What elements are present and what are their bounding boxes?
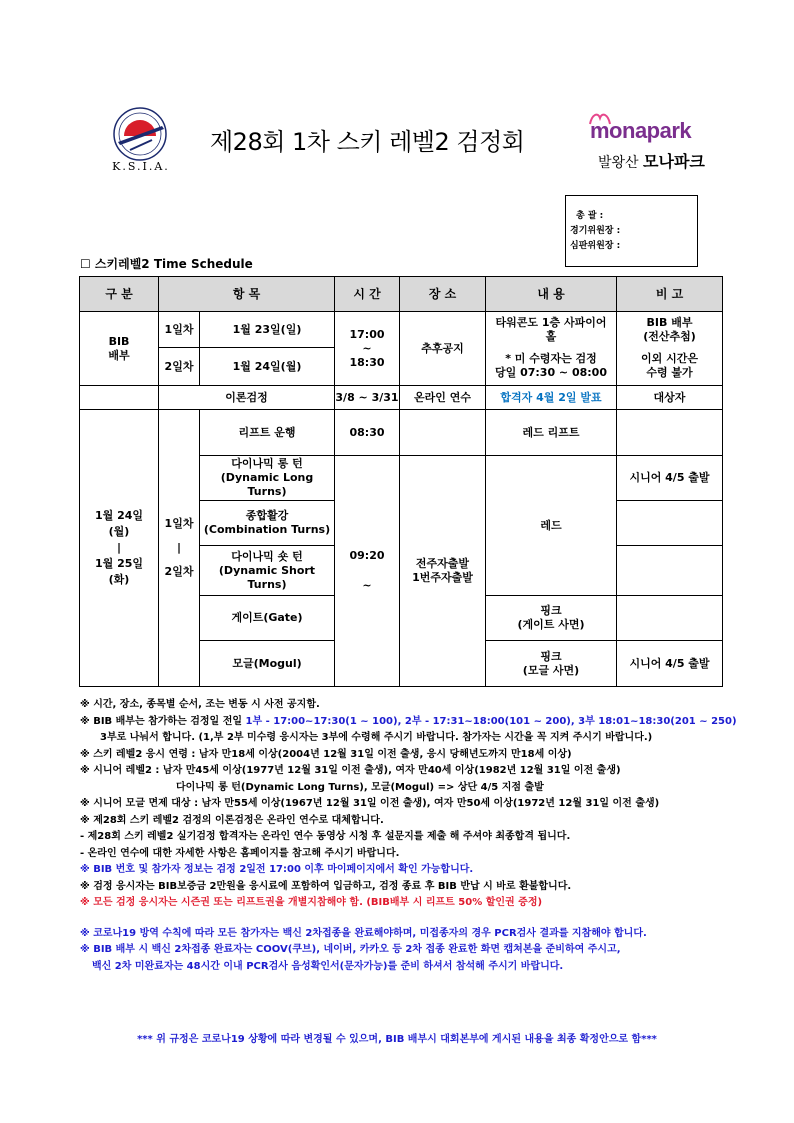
event-note-empty-2 (617, 546, 723, 596)
header-time: 시 간 (335, 277, 400, 312)
bib-content-bottom: * 미 수령자는 검정 당일 07:30 ~ 08:00 (486, 348, 617, 386)
header-category: 구 분 (80, 277, 159, 312)
note-bib-times: 1부 - 17:00~17:30(1 ~ 100), 2부 - 17:31~18:00(101 ~ 200), 3부 18:01~18:30(201 ~ 250) (245, 715, 737, 727)
header-item: 항 목 (159, 277, 335, 312)
event-date-cell: 1월 24일 (월) | 1월 25일 (화) (80, 410, 159, 687)
note-line: 3부로 나눠서 합니다. (1,부 2부 미수령 응시자는 3부에 수령해 주시기 바랍니다. 참가자는 시간을 꼭 지켜 주시기 바랍니다.) (100, 732, 653, 743)
sign-row-competition: 경기위원장 : (570, 226, 621, 236)
event-note-empty-1 (617, 501, 723, 546)
event-place: 전주자출발 1번주자출발 (400, 456, 486, 687)
notes-section (80, 697, 760, 975)
event-note-empty-3 (617, 596, 723, 641)
resort-prefix: 발왕산 (598, 155, 639, 171)
note-line: ※ BIB 번호 및 참가자 정보는 검정 2일전 17:00 이후 마이페이지에서 확인 가능합니다. (80, 864, 474, 875)
lift-note (617, 410, 723, 456)
schedule-table (79, 276, 723, 687)
bib-day2: 2일차 (159, 348, 200, 386)
event-item-short: 다이나믹 숏 턴 (Dynamic Short Turns) (200, 546, 335, 596)
event-time: 09:20 ~ (335, 456, 400, 687)
lift-place (400, 410, 486, 456)
note-line: ※ 스키 레벨2 응시 연령 : 남자 만18세 이상(2004년 12월 31일 이전 출생, 응시 당해년도까지 만18세 이상) (80, 748, 572, 760)
note-line (80, 714, 760, 731)
event-content-pink-gate: 핑크 (게이트 사면) (486, 596, 617, 641)
table-row (80, 386, 723, 410)
final-notice: *** 위 규정은 코로나19 상황에 따라 변경될 수 있으며, BIB 배부시 대회본부에 게시된 내용을 최종 확정안으로 함*** (137, 1034, 657, 1045)
signature-box (565, 195, 698, 267)
event-item-combination: 종합활강 (Combination Turns) (200, 501, 335, 546)
event-content-red: 레드 (486, 456, 617, 596)
lift-item: 리프트 운행 (200, 410, 335, 456)
note-line: - 제28회 스키 레벨2 실기검정 합격자는 온라인 연수 동영상 시청 후 설문지를 제출 해 주셔야 최종합격 됩니다. (80, 831, 571, 842)
table-row (80, 312, 723, 348)
lift-content: 레드 리프트 (486, 410, 617, 456)
header-place: 장 소 (400, 277, 486, 312)
note-line: 백신 2차 미완료자는 48시간 이내 PCR검사 음성확인서(문자가능)를 준비 하셔서 참석해 주시기 바랍니다. (92, 960, 564, 972)
note-text: ※ BIB 배부는 참가하는 검정일 전일 (80, 715, 246, 727)
event-note-senior-2: 시니어 4/5 출발 (617, 641, 723, 687)
note-line: 다이나믹 롱 턴(Dynamic Long Turns), 모글(Mogul) => 상단 4/5 지점 출발 (176, 781, 544, 793)
table-row (80, 410, 723, 456)
event-content-pink-mogul: 핑크 (모글 사면) (486, 641, 617, 687)
bib-place: 추후공지 (400, 312, 486, 386)
bib-time: 17:00 ~ 18:30 (335, 312, 400, 386)
note-line: - 온라인 연수에 대한 자세한 사항은 홈페이지를 참고해 주시기 바랍니다. (80, 847, 400, 859)
note-line: ※ BIB 배부 시 백신 2차접종 완료자는 COOV(쿠브), 네이버, 카카오 등 2차 접종 완료한 화면 캡쳐본을 준비하여 주시고, (80, 944, 621, 955)
resort-name: 모나파크 (643, 152, 705, 171)
page-title: 제28회 1차 스키 레벨2 검정회 (210, 128, 525, 156)
sign-row-chief: 총 괄 : (576, 211, 604, 221)
header-note: 비 고 (617, 277, 723, 312)
monapark-logo-text: monapark (590, 118, 692, 143)
note-line: ※ 코로나19 방역 수칙에 따라 모든 참가자는 백신 2차접종을 완료해야하며, 미접종자의 경우 PCR검사 결과를 지참해야 합니다. (80, 927, 647, 939)
theory-place: 온라인 연수 (400, 386, 486, 410)
note-spacer (80, 912, 760, 926)
bib-note-top: BIB 배부 (전산추첨) (617, 312, 723, 348)
bib-day1-date: 1월 23일(일) (200, 312, 335, 348)
leaf-icon (588, 110, 612, 126)
theory-item: 이론검정 (159, 386, 335, 410)
sign-row-judge: 심판위원장 : (570, 241, 621, 251)
lift-time: 08:30 (335, 410, 400, 456)
monapark-subtitle (598, 149, 705, 172)
bib-group-cell: BIB 배부 (80, 312, 159, 386)
note-line: ※ 모든 검정 응시자는 시즌권 또는 리프트권을 개별지참해야 함. (BIB배부 시 리프트 50% 할인권 증정) (80, 897, 543, 908)
event-day-cell: 1일차 | 2일차 (159, 410, 200, 687)
theory-time: 3/8 ~ 3/31 (335, 386, 400, 410)
theory-content: 합격자 4월 2일 발표 (486, 386, 617, 410)
bib-content-top: 타워콘도 1층 사파이어 홀 (486, 312, 617, 348)
event-item-mogul: 모글(Mogul) (200, 641, 335, 687)
note-line: ※ 시니어 모글 면제 대상 : 남자 만55세 이상(1967년 12월 31일 이전 출생), 여자 만50세 이상(1972년 12월 31일 이전 출생) (80, 798, 660, 809)
header-content: 내 용 (486, 277, 617, 312)
bib-note-bottom: 이외 시간은 수령 불가 (617, 348, 723, 386)
event-note-senior-1: 시니어 4/5 출발 (617, 456, 723, 501)
note-line: ※ 제28회 스키 레벨2 검정의 이론검정은 온라인 연수로 대체합니다. (80, 814, 384, 826)
event-item-long: 다이나믹 롱 턴 (Dynamic Long Turns) (200, 456, 335, 501)
note-line: ※ 시간, 장소, 종목별 순서, 조는 변동 시 사전 공지함. (80, 699, 320, 710)
ksia-label: K.S.I.A. (112, 160, 170, 173)
note-line: ※ 시니어 레벨2 : 남자 만45세 이상(1977년 12월 31일 이전 출생), 여자 만40세 이상(1982년 12월 31일 이전 출생) (80, 765, 621, 776)
table-header-row (80, 277, 723, 312)
monapark-logo (590, 118, 691, 144)
event-item-gate: 게이트(Gate) (200, 596, 335, 641)
theory-note: 대상자 (617, 386, 723, 410)
note-line: ※ 검정 응시자는 BIB보증금 2만원을 응시료에 포함하여 입금하고, 검정 종료 후 BIB 반납 시 바로 환불합니다. (80, 880, 572, 892)
bib-day2-date: 1월 24일(월) (200, 348, 335, 386)
bib-day1: 1일차 (159, 312, 200, 348)
schedule-title: ☐ 스키레벨2 Time Schedule (80, 257, 253, 271)
